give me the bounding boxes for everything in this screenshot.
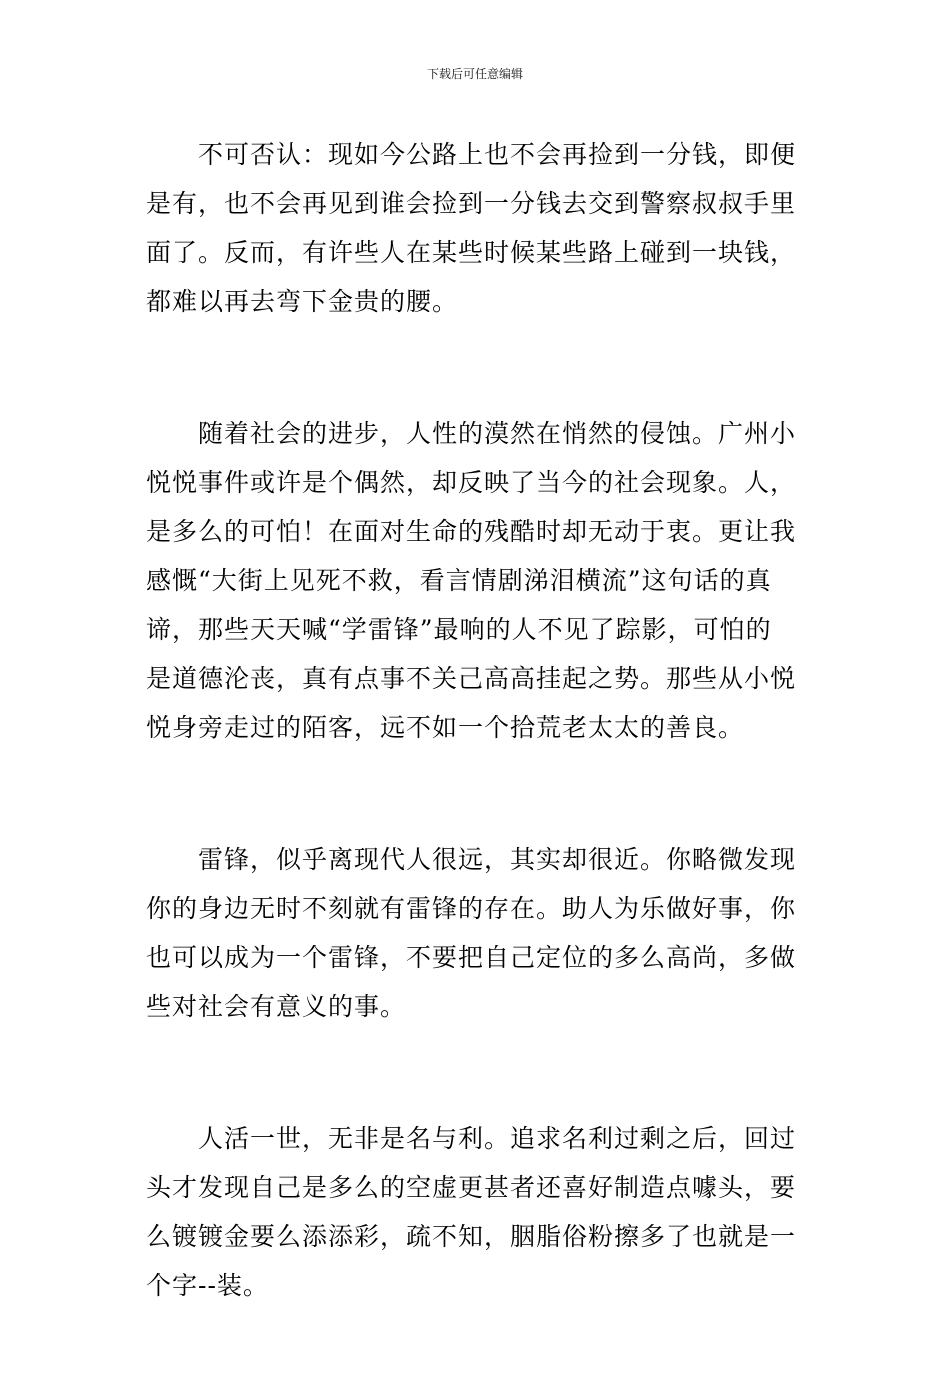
paragraph-line: 感慨“大街上见死不救，看言情剧涕泪横流”这句话的真 [146,566,772,595]
document-body [146,130,806,1393]
paragraph-line: 悦身旁走过的陌客，远不如一个拾荒老太太的善良。 [146,713,745,742]
paragraph-line: 头才发现自己是多么的空虚更甚者还喜好制造点噱头，要 [146,1173,797,1202]
paragraph-line: 是有，也不会再见到谁会捡到一分钱去交到警察叔叔手里 [146,189,797,218]
paragraph-line: 都难以再去弯下金贵的腰。 [146,287,459,316]
paragraph-line: 你的身边无时不刻就有雷锋的存在。助人为乐做好事，你 [146,894,797,923]
paragraph-2 [146,409,806,752]
paragraph-line: 也可以成为一个雷锋，不要把自己定位的多么高尚，多做 [146,943,797,972]
paragraph-line: 是道德沦丧，真有点事不关己高高挂起之势。那些从小悦 [146,664,797,693]
paragraph-line: 谛，那些天天喊“学雷锋”最响的人不见了踪影，可怕的 [146,615,772,644]
page-header: 下载后可任意编辑 [426,67,523,81]
paragraph-line: 是多么的可怕！在面对生命的残酷时却无动于衷。更让我 [146,517,797,546]
paragraph-line: 么镀镀金要么添添彩，疏不知，胭脂俗粉擦多了也就是一 [146,1222,797,1251]
paragraph-1 [146,130,806,326]
paragraph-line: 面了。反而，有许些人在某些时候某些路上碰到一块钱， [146,238,797,267]
paragraph-line: 悦悦事件或许是个偶然，却反映了当今的社会现象。人， [146,468,797,497]
paragraph-line: 人活一世，无非是名与利。追求名利过剩之后，回过 [198,1124,797,1153]
paragraph-4 [146,1114,806,1310]
paragraph-line: 随着社会的进步，人性的漠然在悄然的侵蚀。广州小 [198,419,797,448]
paragraph-line: 个字--装。 [146,1271,269,1300]
paragraph-line: 雷锋，似乎离现代人很远，其实却很近。你略微发现 [198,845,797,874]
paragraph-line: 不可否认：现如今公路上也不会再捡到一分钱，即便 [198,140,797,169]
paragraph-3 [146,835,806,1031]
paragraph-line: 些对社会有意义的事。 [146,992,407,1021]
